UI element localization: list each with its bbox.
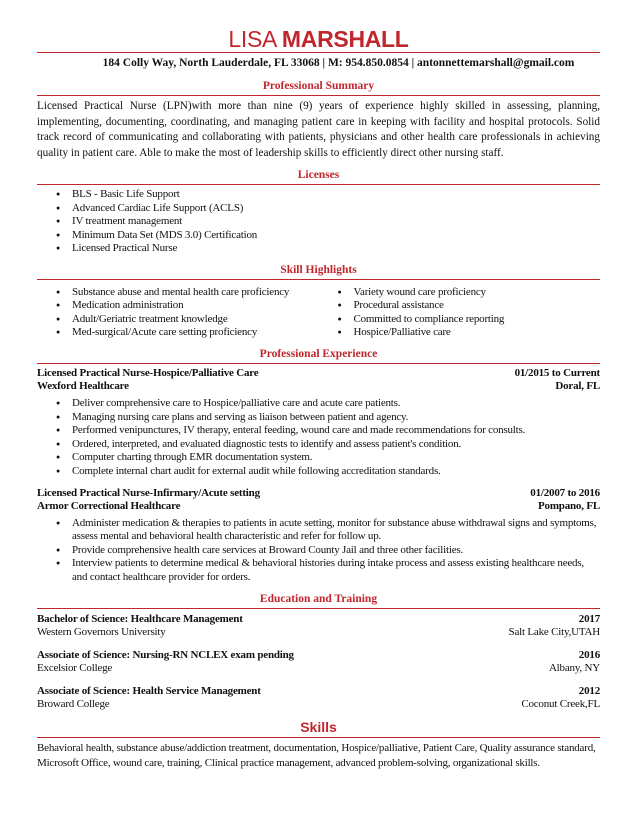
skill-highlights-left: [37, 286, 319, 340]
job-bullet: ● Computer charting through EMR documentation system.: [37, 451, 600, 465]
skill-highlights-grid: [37, 283, 600, 340]
education-location: Salt Lake City,UTAH: [508, 626, 600, 638]
job-location: Doral, FL: [555, 380, 600, 393]
skills-heading: Skills: [300, 718, 337, 735]
education-year: 2012: [578, 684, 600, 697]
job-employer: Wexford Healthcare: [37, 380, 129, 393]
education-location: Coconut Creek,FL: [521, 698, 600, 710]
skills-rule: [37, 737, 600, 738]
license-item: ● Licensed Practical Nurse: [37, 242, 600, 256]
skill-highlights-rule: [37, 279, 600, 280]
job-location: Pompano, FL: [538, 500, 600, 513]
education-school: Excelsior College: [37, 662, 113, 674]
education-degree-row: [37, 649, 600, 663]
summary-heading: Professional Summary: [262, 80, 375, 92]
license-item: ● Minimum Data Set (MDS 3.0) Certification: [37, 229, 600, 243]
last-name: MARSHALL: [281, 26, 409, 52]
degree-type: Associate of Science: [37, 648, 127, 661]
degree-type: Bachelor of Science: [37, 612, 125, 625]
skills-text: Behavioral health, substance abuse/addiction treatment, documentation, Hospice/palliative, Patient Care, Quality assurance standard, Microsoft Office, wound care, training, Clinical practice management, advanced problem-solving, organizational skills.: [37, 741, 596, 769]
education-degree-row: [37, 685, 600, 699]
degree-field: Healthcare Management: [130, 612, 243, 625]
job-header: [37, 487, 600, 501]
skill-item: ● Committed to compliance reporting: [319, 313, 601, 327]
job-employer-row: [37, 500, 600, 514]
education-school: Broward College: [37, 698, 110, 710]
job-header: [37, 367, 600, 381]
candidate-name: [37, 26, 600, 52]
education-school-row: [37, 698, 600, 712]
job-employer: Armor Correctional Healthcare: [37, 500, 181, 513]
header-rule: [37, 52, 600, 53]
experience-heading: Professional Experience: [259, 347, 378, 360]
skill-item: ● Procedural assistance: [319, 299, 601, 313]
skill-item: ● Med-surgical/Acute care setting proficiency: [37, 326, 319, 340]
education-school-row: [37, 626, 600, 640]
experience-rule: [37, 363, 600, 364]
education-degree: Bachelor of Science: Healthcare Management: [37, 612, 243, 625]
job-bullet: ● Deliver comprehensive care to Hospice/palliative care and acute care patients.: [37, 397, 600, 411]
job-dates: 01/2015 to Current: [514, 366, 600, 379]
education-school: Western Governors University: [37, 626, 166, 638]
education-year: 2017: [578, 612, 600, 625]
summary-rule: [37, 95, 600, 96]
education-year: 2016: [578, 648, 600, 661]
skill-item: ● Medication administration: [37, 299, 319, 313]
skill-item: ● Substance abuse and mental health care proficiency: [37, 286, 319, 300]
licenses-rule: [37, 184, 600, 185]
job-bullet: ● Ordered, interpreted, and evaluated diagnostic tests to identify and assess patient's condition.: [37, 438, 600, 452]
resume-page: [37, 26, 600, 771]
job-bullet: ● Performed venipunctures, IV therapy, enteral feeding, wound care and made recommendations for consults.: [37, 424, 600, 438]
skill-item: ● Variety wound care proficiency: [319, 286, 601, 300]
job-title: Licensed Practical Nurse-Hospice/Palliative Care: [37, 366, 259, 379]
education-item: [37, 613, 600, 640]
job-entry: [37, 367, 600, 479]
job-employer-row: [37, 380, 600, 394]
education-rule: [37, 608, 600, 609]
education-item: [37, 649, 600, 676]
education-degree: Associate of Science: Nursing-RN NCLEX exam pending: [37, 648, 294, 661]
job-bullet: ● Administer medication & therapies to patients in acute setting, monitor for substance abuse withdrawal signs and symptoms, assess mental and behavioral health characteristic and refer for follow up.: [37, 517, 600, 544]
summary-text: Licensed Practical Nurse (LPN)with more than nine (9) years of experience highly skilled in assessing, planning, implementing, documenting, coordinating, and managing patient care in keeping with facility and hospital protocols. Solid track record of communicating and collaborating with patients, physicians and other health care professionals in achieving quality in patient care. Able to make the most of leadership skills to efficiently direct other nursing staff.: [37, 100, 600, 159]
education-degree: Associate of Science: Health Service Management: [37, 684, 261, 697]
job-bullet: ● Provide comprehensive health care services at Broward County Jail and three other facilities.: [37, 544, 600, 558]
contact-line: 184 Colly Way, North Lauderdale, FL 33068 | M: 954.850.0854 | antonnettemarshall@gmail.com: [102, 57, 575, 69]
job-bullet: ● Managing nursing care plans and serving as liaison between patient and agency.: [37, 411, 600, 425]
education-heading: Education and Training: [259, 592, 378, 605]
education-school-row: [37, 662, 600, 676]
education-list: [37, 613, 600, 712]
education-degree-row: [37, 613, 600, 627]
license-item: ● IV treatment management: [37, 215, 600, 229]
skill-item: ● Hospice/Palliative care: [319, 326, 601, 340]
skill-item: ● Adult/Geriatric treatment knowledge: [37, 313, 319, 327]
job-entry: [37, 487, 600, 585]
job-bullet: ● Interview patients to determine medical & behavioral histories during intake process and assess existing healthcare needs, and contact healthcare provider for orders.: [37, 557, 600, 584]
job-title: Licensed Practical Nurse-Infirmary/Acute setting: [37, 486, 260, 499]
skill-highlights-right: [319, 286, 601, 340]
education-item: [37, 685, 600, 712]
first-name: LISA: [228, 26, 276, 52]
education-location: Albany, NY: [548, 662, 600, 674]
licenses-list: [37, 188, 600, 256]
job-bullets: [37, 397, 600, 479]
degree-type: Associate of Science: [37, 684, 127, 697]
license-item: ● BLS - Basic Life Support: [37, 188, 600, 202]
skill-highlights-heading: Skill Highlights: [280, 263, 357, 276]
degree-field: Health Service Management: [132, 684, 261, 697]
job-bullets: [37, 517, 600, 585]
job-dates: 01/2007 to 2016: [530, 486, 600, 499]
license-item: ● Advanced Cardiac Life Support (ACLS): [37, 202, 600, 216]
licenses-heading: Licenses: [297, 169, 340, 181]
degree-field: Nursing-RN NCLEX exam pending: [132, 648, 294, 661]
job-bullet: ● Complete internal chart audit for external audit while following accreditation standards.: [37, 465, 600, 479]
